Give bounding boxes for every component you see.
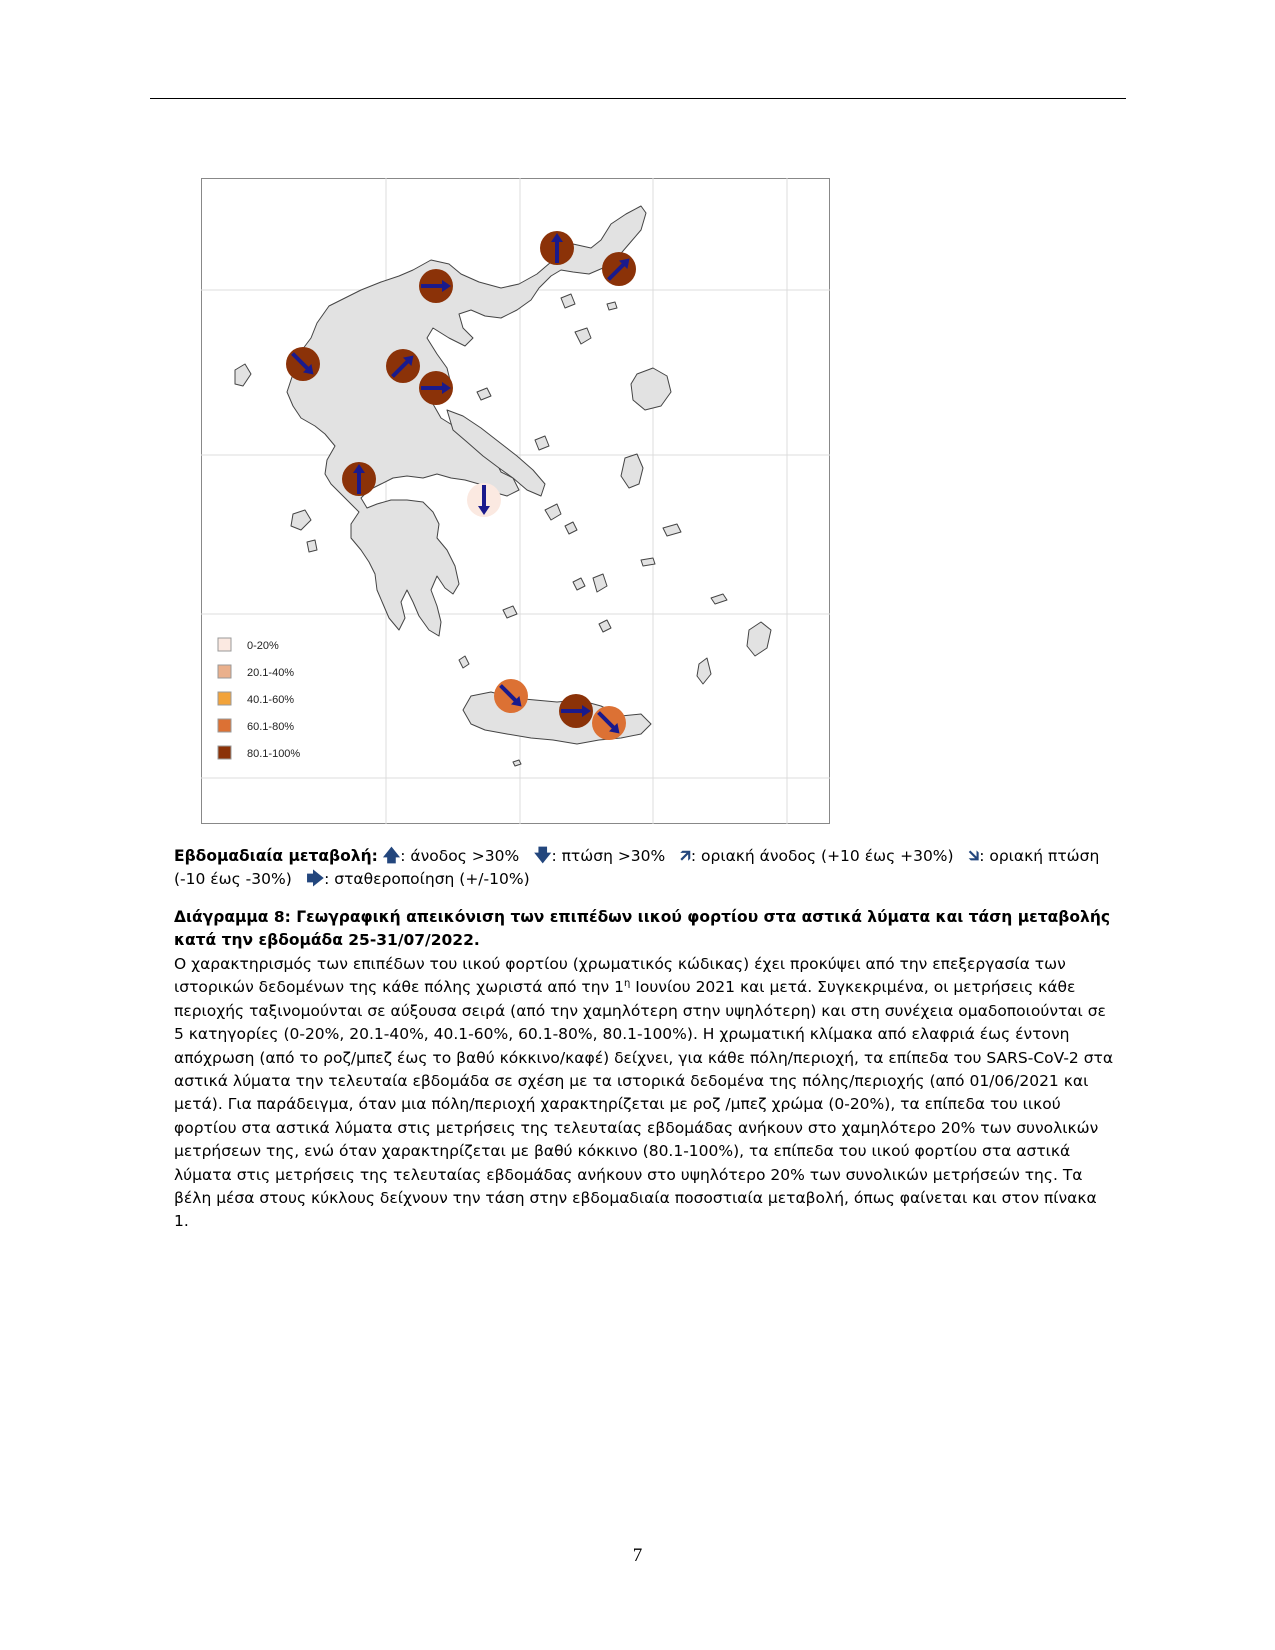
arrow-down-right-icon: 🡮 xyxy=(968,846,980,866)
legend-swatch xyxy=(218,665,231,678)
page-number: 7 xyxy=(632,1545,643,1566)
trend-slight-down-label: : οριακή πτώση (-10 έως -30%) xyxy=(174,847,1100,888)
trend-slight-up-label: : οριακή άνοδος (+10 έως +30%) xyxy=(690,847,954,865)
header-rule xyxy=(150,98,1126,99)
city-marker xyxy=(419,371,453,405)
body-text-part1: Ο χαρακτηρισμός των επιπέδων του ιικού φορτίου (χρωματικός κώδικας) έχει προκύψει από την επεξεργασία των ιστορικών δεδομένων της κάθε πόλης χωριστά από την 1 xyxy=(174,955,1066,997)
trend-up-label: : άνοδος >30% xyxy=(400,847,520,865)
legend-swatch xyxy=(218,692,231,705)
arrow-up-right-icon: 🡭 xyxy=(680,846,691,866)
city-marker xyxy=(602,252,636,286)
greece-map-figure xyxy=(201,178,830,824)
legend-label: 0-20% xyxy=(247,640,279,652)
zakynthos-island xyxy=(307,540,317,552)
legend-swatch xyxy=(218,638,231,651)
city-marker xyxy=(540,231,574,265)
legend-swatch xyxy=(218,719,231,732)
body-paragraph xyxy=(174,953,1114,1234)
city-marker xyxy=(467,483,501,517)
city-marker xyxy=(386,349,420,383)
legend-swatch xyxy=(218,746,231,759)
ikaria-island xyxy=(641,558,655,566)
legend-label: 20.1-40% xyxy=(247,667,295,679)
arrow-up-icon: 🡅 xyxy=(382,846,401,866)
arrow-down-icon: 🡇 xyxy=(533,846,552,866)
body-text-part2: Ιουνίου 2021 και μετά. Συγκεκριμένα, οι μετρήσεις κάθε περιοχής ταξινομούνται σε αύξουσα σειρά (από την χαμηλότερη στην υψηλότερη) και στη συνέχεια ομαδοποιούνται σε 5 κατηγορίες (0-20%, 20.1-40%, 40.1-60%, 60.1-80%, 80.1-100%). Η χρωματική κλίμακα από ελαφριά έως έντονη απόχρωση (από το ροζ/μπεζ έως το βαθύ κόκκινο/καφέ) δείχνει, για κάθε πόλη/περιοχή, τα επίπεδα του SARS-CoV-2 στα αστικά λύματα την τελευταία εβδομάδα σε σχέση με τα ιστορικά δεδομένα της πόλης/περιοχής (από 01/06/2021 και μετά). Για παράδειγμα, όταν μια πόλη/περιοχή χαρακτηρίζεται με ροζ /μπεζ χρώμα (0-20%), τα επίπεδα του ιικού φορτίου στα αστικά λύματα στις μετρήσεις της τελευταίας εβδομάδας ανήκουν στο χαμηλότερο 20% των συνολικών μετρήσεων της, ενώ όταν χαρακτηρίζεται με βαθύ κόκκινο (80.1-100%), τα επίπεδα του ιικού φορτίου στα αστικά λύματα στις μετρήσεις της τελευταίας εβδομάδας ανήκουν στο υψηλότερο 20% των συνολικών μετρήσεών της. Τα βέλη μέσα στους κύκλους δείχνουν την τάση στην εβδομαδιαία ποσοστιαία μεταβολή, όπως φαίνεται και στον πίνακα 1. xyxy=(174,978,1114,1231)
trend-down-label: : πτώση >30% xyxy=(551,847,666,865)
legend-label: 40.1-60% xyxy=(247,694,295,706)
city-marker xyxy=(494,679,528,713)
figure-caption: Διάγραμμα 8: Γεωγραφική απεικόνιση των επιπέδων ιικού φορτίου στα αστικά λύματα και τάση μεταβολής κατά την εβδομάδα 25-31/07/2022. xyxy=(174,908,1111,949)
city-marker xyxy=(592,706,626,740)
city-marker xyxy=(286,347,320,381)
legend-label: 80.1-100% xyxy=(247,748,301,760)
trend-stable-label: : σταθεροποίηση (+/-10%) xyxy=(324,870,530,888)
city-marker xyxy=(342,462,376,496)
city-marker xyxy=(559,694,593,728)
city-marker xyxy=(419,269,453,303)
legend-label: 60.1-80% xyxy=(247,721,295,733)
trend-legend-title: Εβδομαδιαία μεταβολή: xyxy=(174,847,378,865)
trend-legend xyxy=(174,845,1114,891)
samothraki-island xyxy=(607,302,617,310)
arrow-right-icon: 🡆 xyxy=(306,869,325,889)
body-text-superscript: η xyxy=(624,978,631,990)
